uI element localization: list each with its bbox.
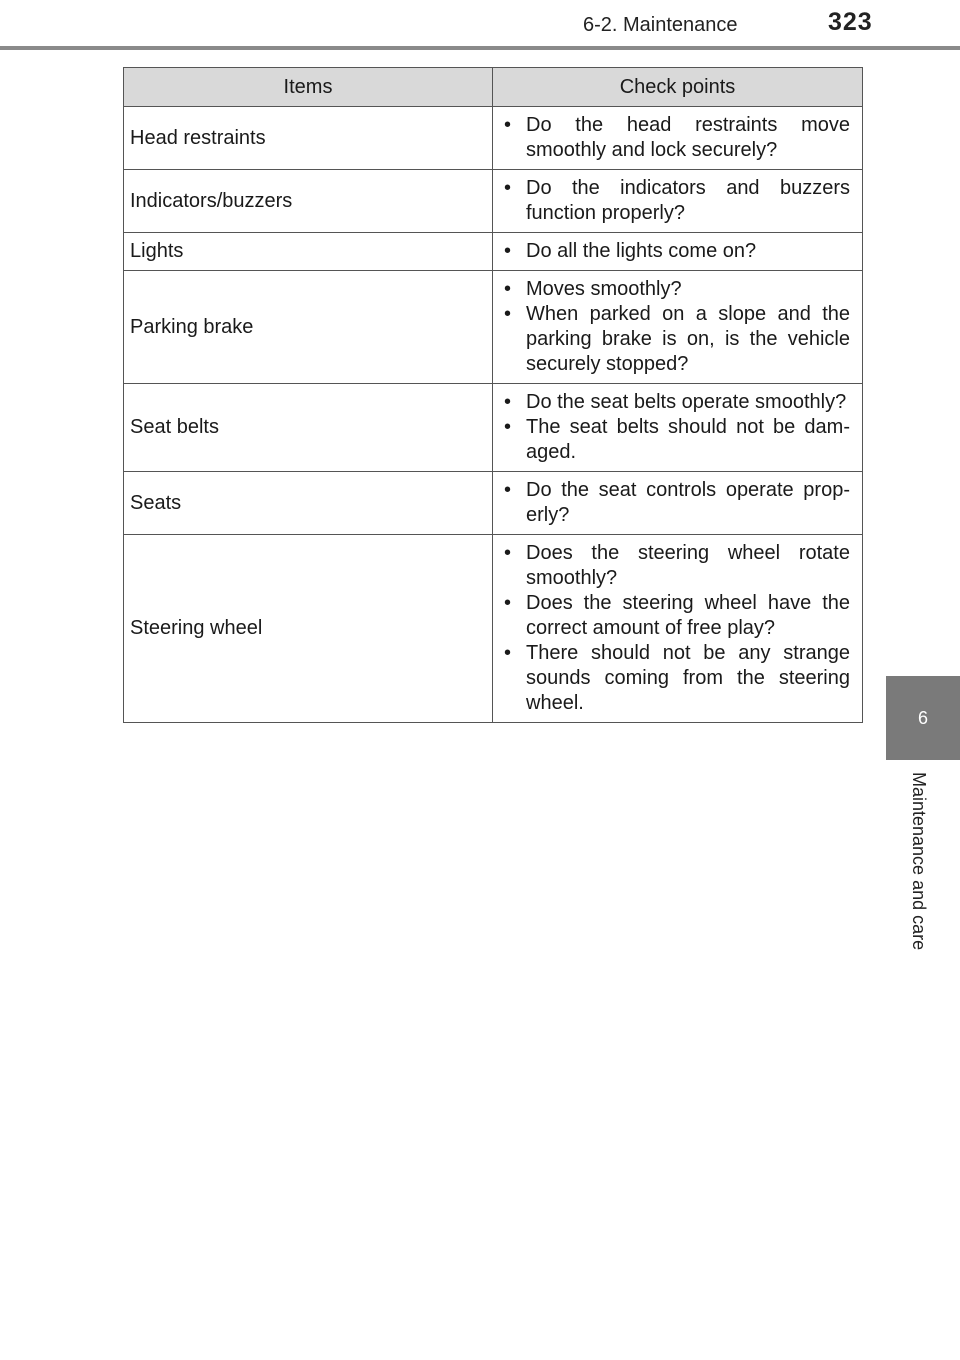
item-name: Head restraints bbox=[124, 107, 493, 170]
check-points-list bbox=[500, 239, 850, 264]
table-row bbox=[124, 271, 863, 384]
table-row bbox=[124, 384, 863, 472]
page-number: 323 bbox=[828, 8, 873, 36]
table-header-row bbox=[124, 68, 863, 107]
check-points-list bbox=[500, 176, 850, 226]
check-points-list bbox=[500, 390, 850, 465]
check-points-cell bbox=[493, 271, 863, 384]
table-row bbox=[124, 107, 863, 170]
table-row bbox=[124, 233, 863, 271]
chapter-number: 6 bbox=[917, 707, 928, 728]
check-point: • Do the seat controls operate prop-erly? bbox=[500, 478, 850, 528]
check-points-cell bbox=[493, 233, 863, 271]
check-point: • Does the steering wheel rotate smoothly? bbox=[500, 541, 850, 591]
column-header-check-points: Check points bbox=[493, 68, 863, 107]
check-point: • There should not be any strange sounds coming from the steering wheel. bbox=[500, 641, 850, 716]
header-divider bbox=[0, 46, 960, 50]
check-point: • The seat belts should not be dam-aged. bbox=[500, 415, 850, 465]
item-name: Steering wheel bbox=[124, 535, 493, 723]
item-name: Parking brake bbox=[124, 271, 493, 384]
check-point: • Moves smoothly? bbox=[500, 277, 850, 302]
column-header-items: Items bbox=[124, 68, 493, 107]
check-point: • Do the seat belts operate smoothly? bbox=[500, 390, 850, 415]
table-row bbox=[124, 472, 863, 535]
check-point: • When parked on a slope and the parking brake is on, is the vehicle securely stopped? bbox=[500, 302, 850, 377]
inspection-table bbox=[123, 67, 863, 723]
table-row bbox=[124, 170, 863, 233]
table-row bbox=[124, 535, 863, 723]
check-points-cell bbox=[493, 107, 863, 170]
check-points-cell bbox=[493, 472, 863, 535]
item-name: Seats bbox=[124, 472, 493, 535]
item-name: Seat belts bbox=[124, 384, 493, 472]
chapter-tab bbox=[886, 676, 960, 760]
check-point: • Do the indicators and buzzers function properly? bbox=[500, 176, 850, 226]
check-points-cell bbox=[493, 170, 863, 233]
section-title: 6-2. Maintenance bbox=[583, 14, 738, 36]
check-points-cell bbox=[493, 535, 863, 723]
check-points-list bbox=[500, 277, 850, 377]
check-points-list bbox=[500, 541, 850, 716]
check-points-list bbox=[500, 113, 850, 163]
item-name: Indicators/buzzers bbox=[124, 170, 493, 233]
check-points-cell bbox=[493, 384, 863, 472]
chapter-title: Maintenance and care bbox=[909, 772, 929, 951]
check-point: • Do all the lights come on? bbox=[500, 239, 850, 264]
check-points-list bbox=[500, 478, 850, 528]
item-name: Lights bbox=[124, 233, 493, 271]
check-point: • Does the steering wheel have the correct amount of free play? bbox=[500, 591, 850, 641]
check-point: • Do the head restraints move smoothly and lock securely? bbox=[500, 113, 850, 163]
